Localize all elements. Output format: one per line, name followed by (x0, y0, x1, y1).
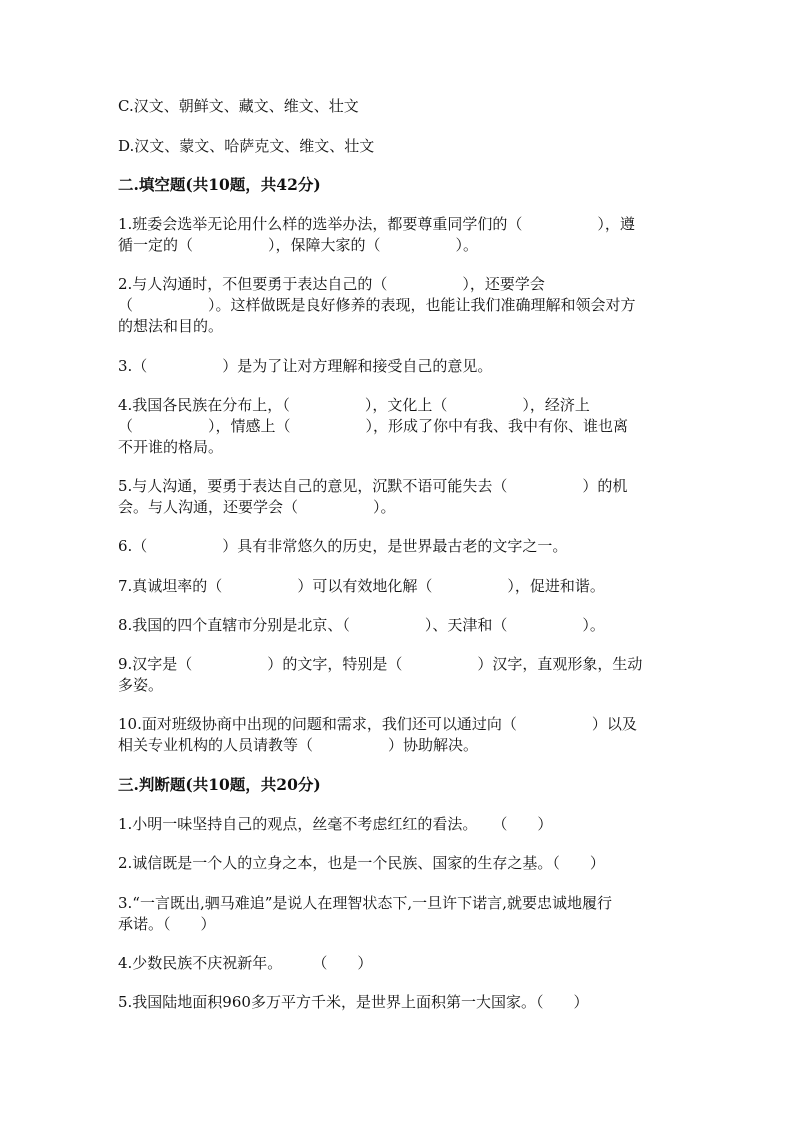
question-2-line-1: 2.与人沟通时，不但要勇于表达自己的（ ），还要学会 (118, 275, 545, 293)
section-heading-true-false: 三.判断题(共10题，共20分) (118, 775, 321, 794)
question-1-line-2: 循一定的（ ），保障大家的（ ）。 (118, 236, 479, 254)
question-5-line-2: 会。与人沟通，还要学会（ ）。 (118, 498, 396, 516)
question-10-line-2: 相关专业机构的人员请教等（ ）协助解决。 (118, 736, 479, 754)
question-3: 3.（ ）是为了让对方理解和接受自己的意见。 (118, 357, 493, 375)
question-4-line-1: 4.我国各民族在分布上，（ ），文化上（ ），经济上 (118, 396, 590, 414)
judge-question-1: 1.小明一味坚持自己的观点，丝毫不考虑红红的看法。 （ ） (118, 815, 553, 833)
question-9-line-2: 多姿。 (118, 676, 164, 694)
question-5-line-1: 5.与人沟通，要勇于表达自己的意见，沉默不语可能失去（ ）的机 (118, 477, 628, 495)
option-d: D.汉文、蒙文、哈萨克文、维文、壮文 (118, 137, 375, 155)
judge-question-5: 5.我国陆地面积960多万平方千米，是世界上面积第一大国家。（ ） (118, 993, 589, 1011)
question-6: 6.（ ）具有非常悠久的历史，是世界最古老的文字之一。 (118, 537, 568, 555)
judge-question-4: 4.少数民族不庆祝新年。 （ ） (118, 954, 373, 972)
question-4-line-3: 不开谁的格局。 (118, 438, 224, 456)
option-c: C.汉文、朝鲜文、藏文、维文、壮文 (118, 97, 359, 115)
judge-question-3-line-1: 3.“一言既出,驷马难追”是说人在理智状态下,一旦许下诺言,就要忠诚地履行 (118, 894, 612, 912)
question-4-line-2: （ ），情感上（ ），形成了你中有我、我中有你、谁也离 (118, 417, 629, 435)
judge-question-2: 2.诚信既是一个人的立身之本，也是一个民族、国家的生存之基。（ ） (118, 854, 605, 872)
question-2-line-3: 的想法和目的。 (118, 317, 224, 335)
question-2-line-2: （ ）。这样做既是良好修养的表现，也能让我们准确理解和领会对方 (118, 296, 636, 314)
question-7: 7.真诚坦率的（ ）可以有效地化解（ ），促进和谐。 (118, 577, 605, 595)
question-10-line-1: 10.面对班级协商中出现的问题和需求，我们还可以通过向（ ）以及 (118, 715, 637, 733)
question-8: 8.我国的四个直辖市分别是北京、（ ）、天津和（ ）。 (118, 616, 605, 634)
question-1-line-1: 1.班委会选举无论用什么样的选举办法，都要尊重同学们的（ ），遵 (118, 215, 635, 233)
judge-question-3-line-2: 承诺。（ ） (118, 915, 216, 933)
section-heading-fill-blank: 二.填空题(共10题，共42分) (118, 175, 321, 194)
question-9-line-1: 9.汉字是（ ）的文字，特别是（ ）汉字，直观形象，生动 (118, 655, 643, 673)
